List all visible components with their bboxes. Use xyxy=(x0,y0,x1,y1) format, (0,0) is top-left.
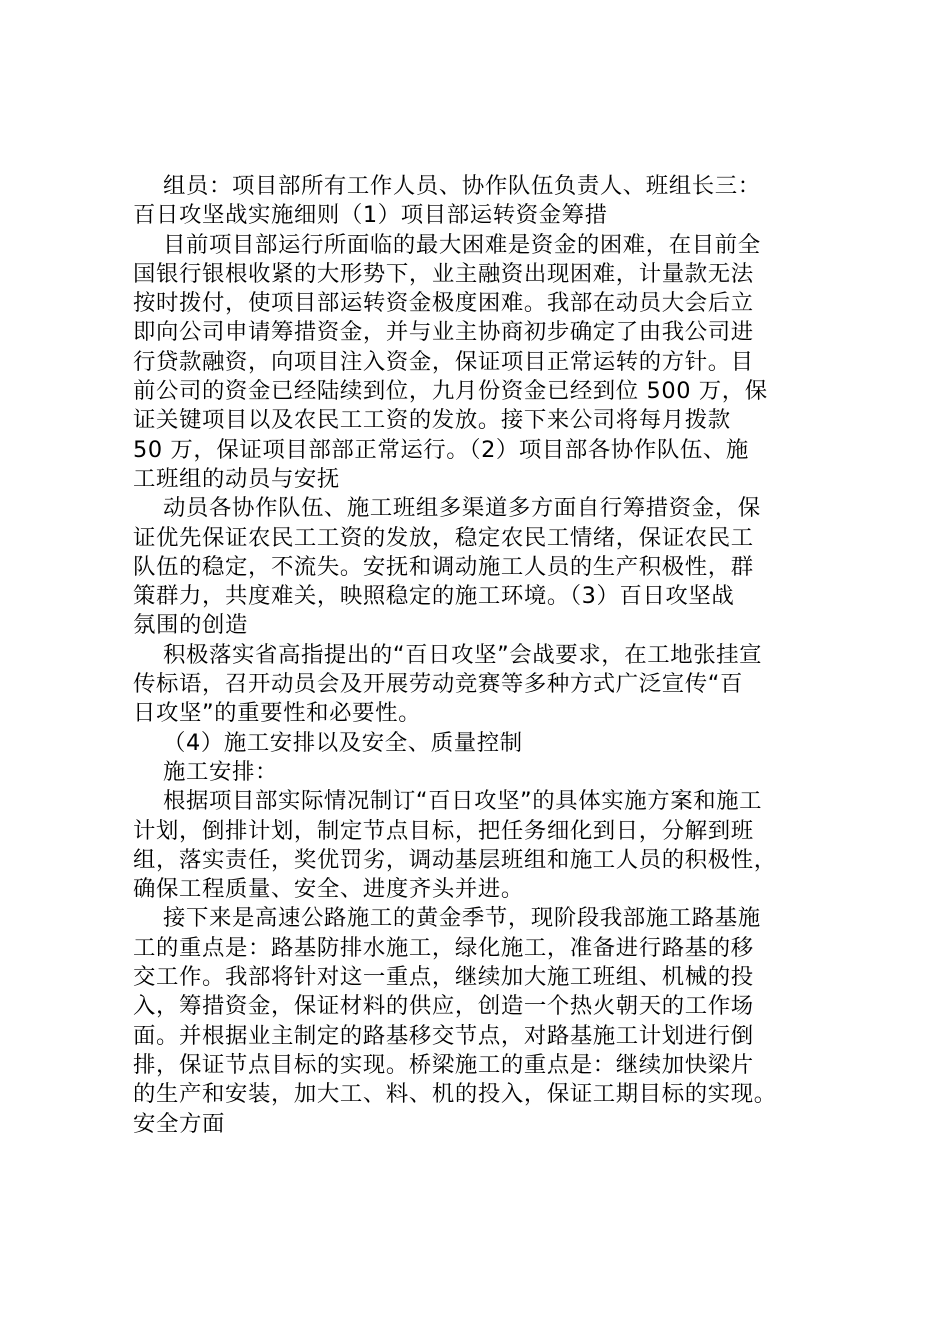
text-line: 接下来是高速公路施工的黄金季节，现阶段我部施工路基施 xyxy=(163,905,761,932)
text-line: 交工作。我部将针对这一重点，继续加大施工班组、机械的投 xyxy=(133,964,754,991)
text-line: 入，筹措资金，保证材料的供应，创造一个热火朝天的工作场 xyxy=(133,993,754,1020)
text-line: 百日攻坚战实施细则（1）项目部运转资金筹措 xyxy=(133,202,608,229)
text-line: 前公司的资金已经陆续到位，九月份资金已经到位 500 万，保 xyxy=(133,378,768,405)
text-line: 行贷款融资，向项目注入资金，保证项目正常运转的方针。目 xyxy=(133,348,754,375)
text-line: 施工安排： xyxy=(163,758,278,785)
document-page xyxy=(133,172,833,1139)
text-line: 即向公司申请筹措资金，并与业主协商初步确定了由我公司进 xyxy=(133,319,754,346)
text-line: 动员各协作队伍、施工班组多渠道多方面自行筹措资金，保 xyxy=(163,495,761,522)
text-line: 组员：项目部所有工作人员、协作队伍负责人、班组长三： xyxy=(163,173,761,199)
text-line: 国银行银根收紧的大形势下，业主融资出现困难，计量款无法 xyxy=(133,260,754,287)
text-line: 传标语，召开动员会及开展劳动竞赛等多种方式广泛宣传“百 xyxy=(133,671,743,698)
text-line: 的生产和安装，加大工、料、机的投入，保证工期目标的实现。 xyxy=(133,1081,777,1108)
text-line: 确保工程质量、安全、进度齐头并进。 xyxy=(133,876,524,903)
text-line: 证关键项目以及农民工工资的发放。接下来公司将每月拨款 xyxy=(133,407,731,434)
text-line: 积极落实省高指提出的“百日攻坚”会战要求，在工地张挂宣 xyxy=(163,641,763,668)
text-line: 安全方面 xyxy=(133,1110,225,1137)
text-line: 计划，倒排计划，制定节点目标，把任务细化到日，分解到班 xyxy=(133,817,754,844)
text-line: 50 万，保证项目部部正常运行。（2）项目部各协作队伍、施 xyxy=(133,436,749,463)
text-line: 目前项目部运行所面临的最大困难是资金的困难，在目前全 xyxy=(163,231,761,258)
text-line: 组，落实责任，奖优罚劣，调动基层班组和施工人员的积极性， xyxy=(133,846,777,873)
text-line: 队伍的稳定，不流失。安抚和调动施工人员的生产积极性，群 xyxy=(133,553,754,580)
text-line: 工的重点是：路基防排水施工，绿化施工，准备进行路基的移 xyxy=(133,934,754,961)
text-line: 根据项目部实际情况制订“百日攻坚”的具体实施方案和施工 xyxy=(163,788,763,815)
text-line: 面。并根据业主制定的路基移交节点，对路基施工计划进行倒 xyxy=(133,1022,754,1049)
text-line: 证优先保证农民工工资的发放，稳定农民工情绪，保证农民工 xyxy=(133,524,754,551)
text-line: 日攻坚”的重要性和必要性。 xyxy=(133,700,422,727)
text-line: 按时拨付，使项目部运转资金极度困难。我部在动员大会后立 xyxy=(133,290,754,317)
text-line: 策群力，共度难关，映照稳定的施工环境。（3）百日攻坚战 xyxy=(133,583,735,610)
text-line: 氛围的创造 xyxy=(133,612,248,639)
text-line: 工班组的动员与安抚 xyxy=(133,465,340,492)
text-line: （4）施工安排以及安全、质量控制 xyxy=(163,729,523,756)
text-line: 排，保证节点目标的实现。桥梁施工的重点是：继续加快梁片 xyxy=(133,1051,754,1078)
